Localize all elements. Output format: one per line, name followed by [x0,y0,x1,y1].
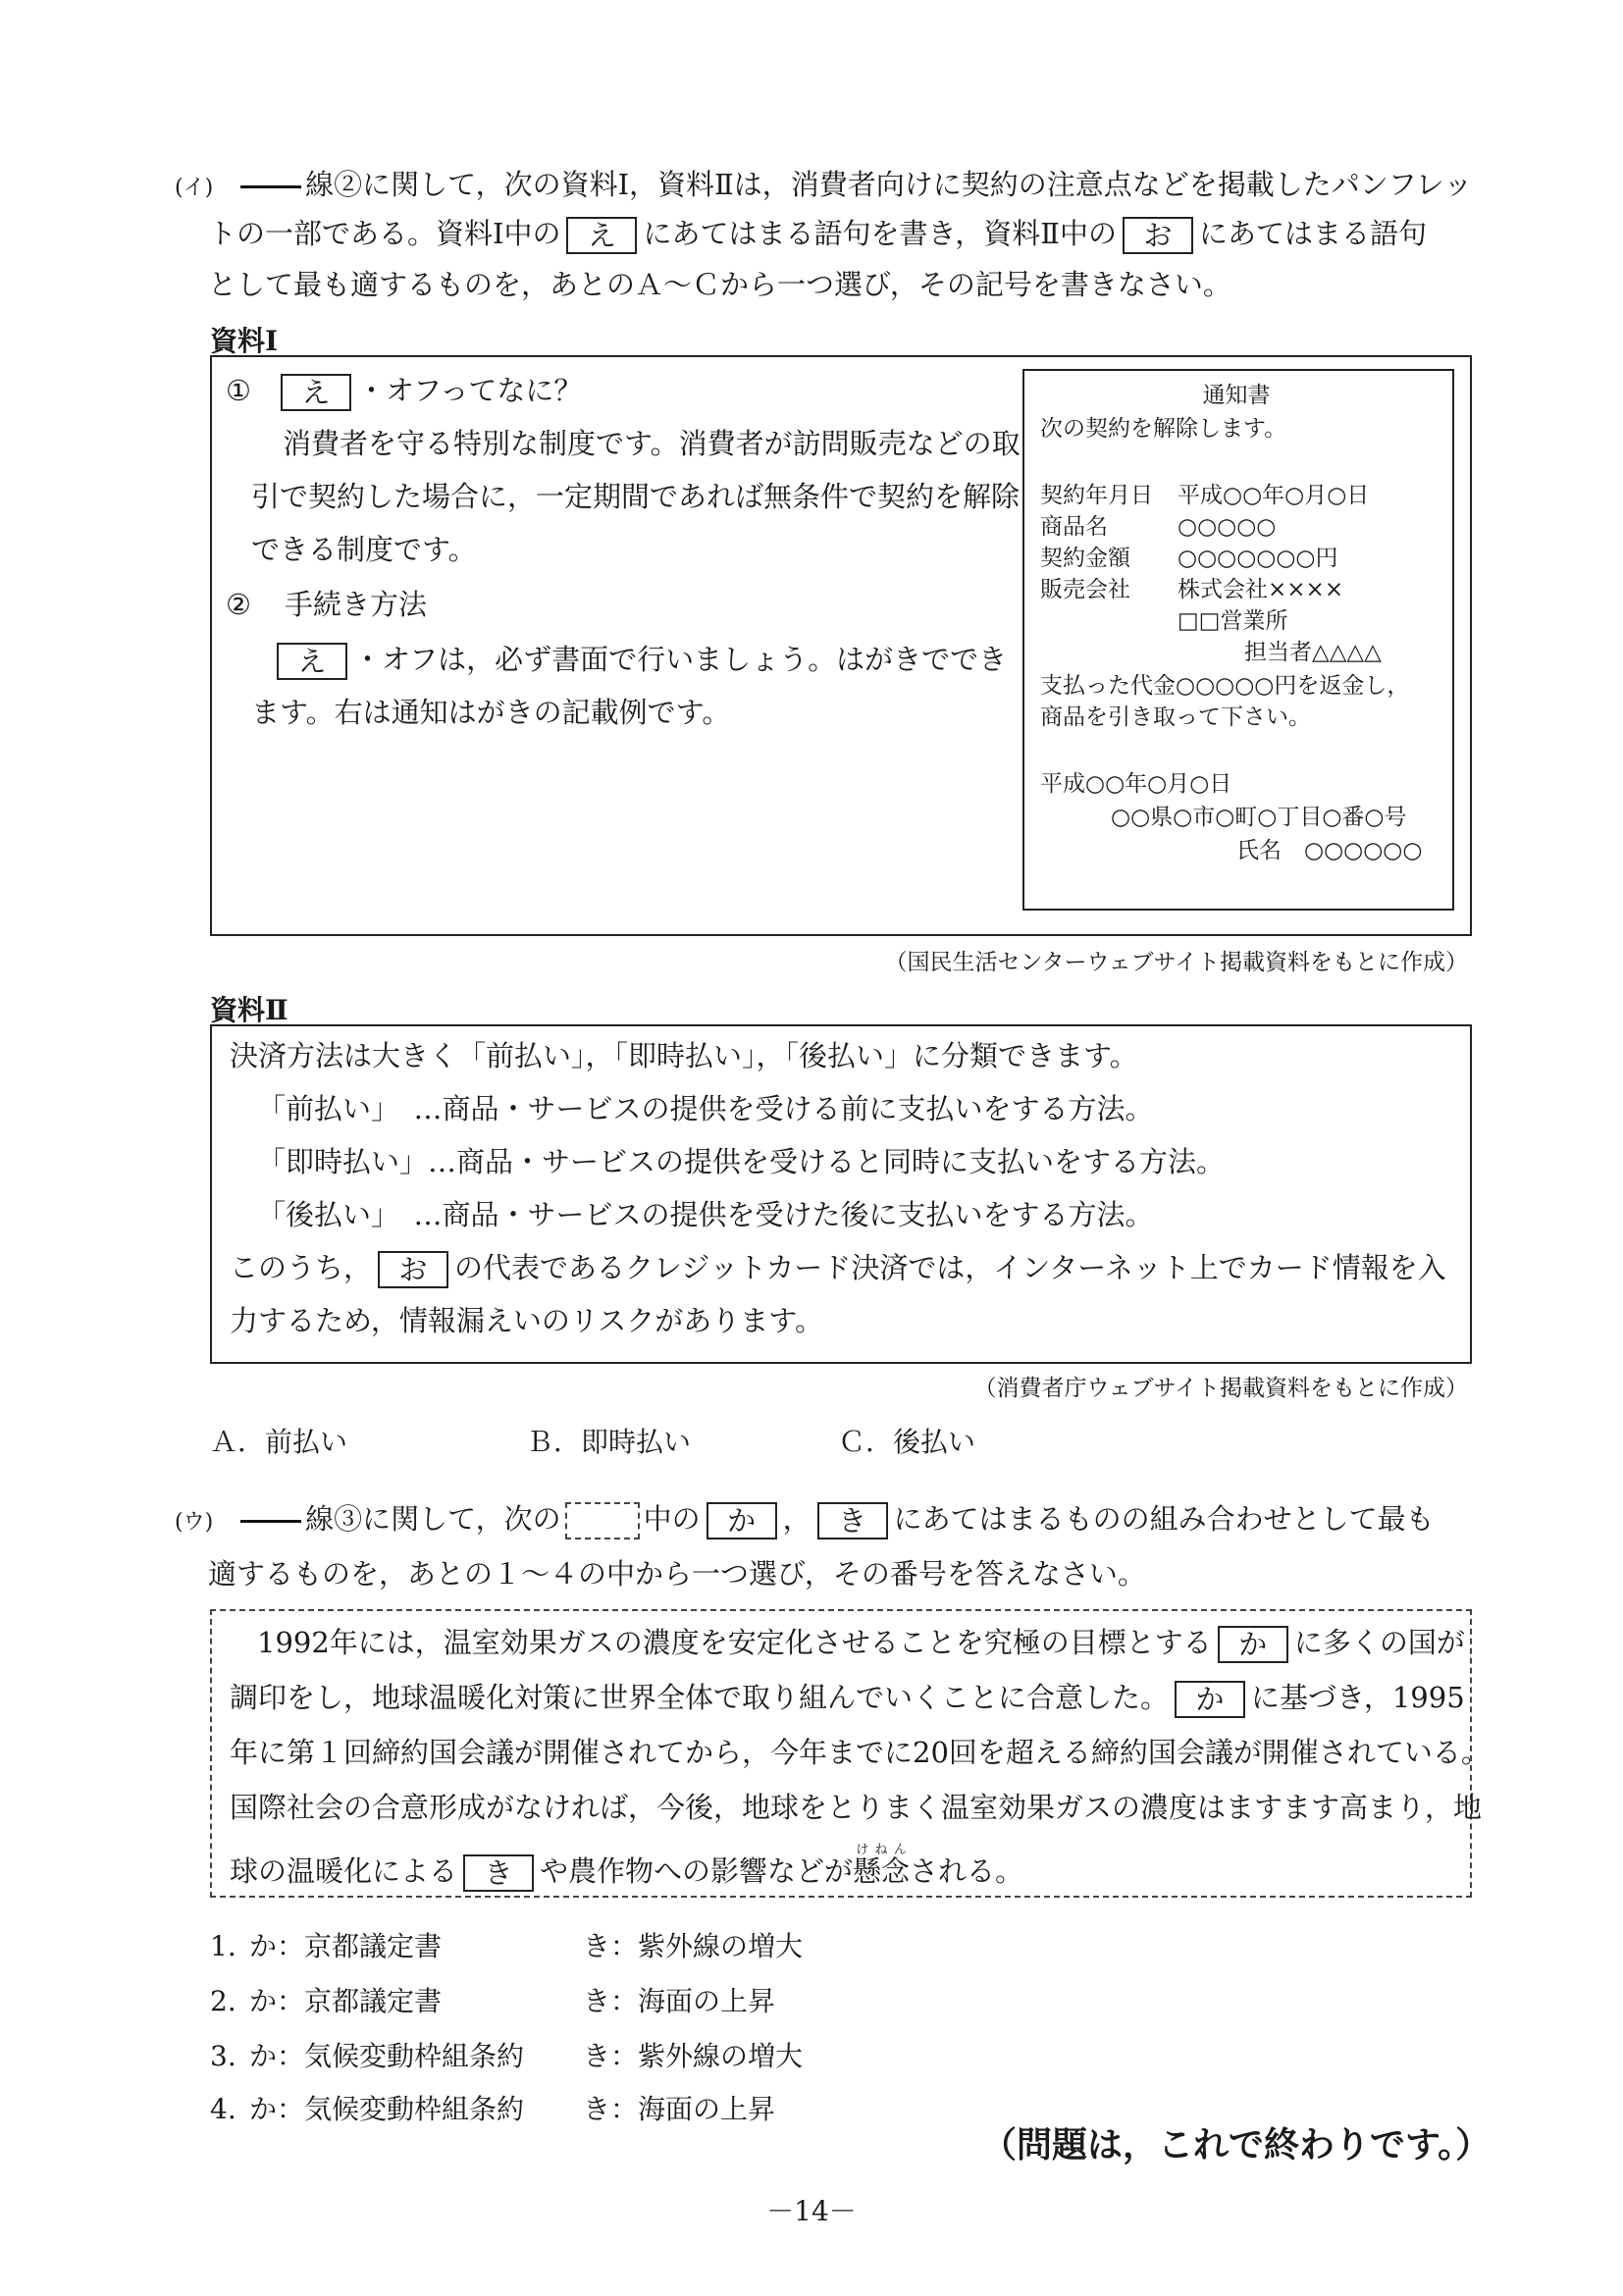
underline-mark [240,1520,301,1523]
question-marker: (イ) [175,176,214,200]
shiryo2-line6: 力するため，情報漏えいのリスクがあります。 [230,1304,823,1337]
passage-line3: 年に第１回締約国会議が開催されてから，今年までに20回を超える締約国会議が開催されている。 [230,1736,1490,1769]
blank-box-e: え [566,217,637,254]
notice-person: 担当者△△△△ [1244,640,1382,665]
passage-line4: 国際社会の合意形成がなければ，今後，地球をとりまく温室効果ガスの濃度はますます高まり，地 [230,1791,1483,1824]
option-4: 4. か：気候変動枠組条約 き：海面の上昇 [210,2093,776,2125]
blank-box-ka: か [707,1502,777,1539]
shiryo1-label: 資料Ⅰ [210,325,279,357]
ruby-kenen: 懸念けねん [853,1843,911,1888]
shiryo1-item1-body2: 引で契約した場合に，一定期間であれば無条件で契約を解除 [251,480,1021,513]
shiryo2-label: 資料Ⅱ [210,994,288,1026]
shiryo2-line5: このうち， お の代表であるクレジットカード決済では，インターネット上でカード情報を入 [230,1251,1446,1286]
blank-box-ki: き [817,1502,888,1539]
shiryo2-line4: 「後払い」 …商品・サービスの提供を受けた後に支払いをする方法。 [257,1198,1154,1231]
notice-row: 販売会社 株式会社×××× [1040,577,1344,602]
question-u-line2: 適するものを，あとの１～４の中から一つ選び，その番号を答えなさい。 [208,1557,1146,1591]
passage-line1: 1992年には，温室効果ガスの濃度を安定化させることを究極の目標とする か に多くの国が [257,1626,1465,1661]
blank-box-e: え [281,374,351,411]
shiryo1-item1-title: ① え ・オフってなに？ [226,374,583,409]
blank-box-o: お [1123,217,1193,254]
passage-line2: 調印をし，地球温暖化対策に世界全体で取り組んでいくことに合意した。 か に基づき，1995 [230,1681,1465,1716]
blank-box-o: お [378,1251,448,1288]
notice-date: 平成○○年○月○日 [1040,771,1232,797]
blank-box-ki: き [463,1854,534,1892]
option-1: 1. か：京都議定書 き：紫外線の増大 [210,1930,804,1962]
shiryo1-source: （国民生活センターウェブサイト掲載資料をもとに作成） [884,950,1468,975]
shiryo1-item2-body2: ます。右は通知はがきの記載例です。 [251,696,731,729]
notice-row: 契約年月日 平成○○年○月○日 [1040,483,1370,508]
option-3: 3. か：気候変動枠組条約 き：紫外線の増大 [210,2040,804,2072]
question-marker: (ウ) [175,1510,214,1535]
notice-office: □□営業所 [1178,608,1288,634]
choice-b: Ｂ．即時払い [526,1426,692,1458]
blank-box-e: え [277,643,347,680]
notice-row: 契約金額 ○○○○○○○円 [1040,546,1338,571]
shiryo1-item2-title: ② 手続き方法 [226,588,428,621]
notice-line1: 次の契約を解除します。 [1040,416,1287,442]
blank-box-ka: か [1218,1626,1288,1663]
option-2: 2. か：京都議定書 き：海面の上昇 [210,1985,776,2017]
shiryo2-line3: 「即時払い」…商品・サービスの提供を受けると同時に支払いをする方法。 [257,1145,1226,1178]
question-i-line2: トの一部である。資料Ⅰ中の え にあてはまる語句を書き，資料Ⅱ中の お にあてはまる語句 [208,217,1428,252]
choice-c: Ｃ．後払い [838,1426,976,1458]
question-i-line1: (イ) 線②に関して，次の資料Ⅰ，資料Ⅱは，消費者向けに契約の注意点などを掲載したパンフレッ [175,168,1473,201]
shiryo2-line1: 決済方法は大きく「前払い」，「即時払い」，「後払い」に分類できます。 [230,1039,1138,1072]
dashed-box-ref [565,1502,640,1539]
shiryo2-line2: 「前払い」 …商品・サービスの提供を受ける前に支払いをする方法。 [257,1092,1154,1125]
notice-refund2: 商品を引き取って下さい。 [1040,704,1311,730]
underline-mark [240,185,301,188]
question-u-line1: (ウ) 線③に関して，次の 中の か ， き にあてはまるものの組み合わせとして最も [175,1502,1435,1538]
shiryo1-item2-body1: え ・オフは，必ず書面で行いましょう。はがきででき [277,640,1007,680]
notice-refund1: 支払った代金○○○○○円を返金し， [1040,673,1410,699]
shiryo1-item1-body1: 消費者を守る特別な制度です。消費者が訪問販売などの取 [283,427,1021,460]
choice-a: Ａ．前払い [210,1426,348,1458]
blank-box-ka: か [1175,1681,1245,1718]
notice-name: 氏名 ○○○○○○ [1236,838,1423,863]
end-note: （問題は，これで終わりです。） [981,2125,1492,2166]
shiryo1-item1-body3: できる制度です。 [251,533,477,566]
notice-address: ○○県○市○町○丁目○番○号 [1111,805,1407,830]
passage-line5: 球の温暖化による き や農作物への影響などが懸念けねんされる。 [230,1843,1024,1890]
page-number: －14－ [766,2195,857,2227]
notice-row: 商品名 ○○○○○ [1040,514,1277,540]
notice-title: 通知書 [1202,383,1271,408]
shiryo2-source: （消費者庁ウェブサイト掲載資料をもとに作成） [973,1376,1468,1401]
question-i-line3: として最も適するものを，あとのＡ～Ｃから一つ選び，その記号を書きなさい。 [208,268,1231,301]
